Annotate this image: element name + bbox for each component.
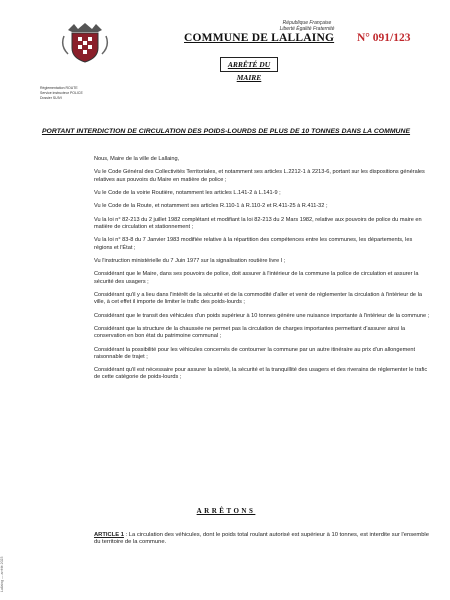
body-paragraph: Nous, Maire de la ville de Lallaing, bbox=[94, 156, 180, 162]
reference-line: Dossier SUIVI bbox=[40, 96, 62, 100]
article-1 bbox=[94, 532, 430, 547]
body-paragraph: Vu le Code de la voirie Routière, notamment les articles L.141-2 à L.141-9 ; bbox=[94, 189, 281, 196]
body-paragraph: Considérant que le transit des véhicules d'un poids supérieur à 10 tonnes génère une nuisance importante à l'intérieur de la commune ; bbox=[94, 312, 430, 319]
commune-crest-logo bbox=[60, 20, 110, 64]
body-paragraph: Considérant qu'il est nécessaire pour assurer la sûreté, la sécurité et la tranquillité des usagers et des riverains de réglementer le trafic de cette catégorie de poids-lourds ; bbox=[94, 367, 428, 381]
article-label: ARTICLE 1 bbox=[94, 532, 124, 538]
arretons-heading: ARRÊTONS bbox=[196, 507, 256, 515]
body-paragraph: Vu le Code de la Route, et notamment ses articles R.110-1 à R.110-2 et R.411-25 à R.411-32 ; bbox=[94, 203, 328, 210]
margin-side-text: Lallaing — arrêté 2023 bbox=[0, 556, 4, 592]
commune-title: COMMUNE DE LALLAING bbox=[184, 32, 335, 44]
republic-header bbox=[262, 20, 352, 32]
arrete-number: N° 091/123 bbox=[357, 32, 411, 44]
body-paragraph: Considérant la possibilité pour les véhicules concernés de contourner la commune par un autre itinéraire au prix d'un allongement raisonnable de trajet ; bbox=[94, 346, 416, 360]
body-paragraph: Vu la loi n° 82-213 du 2 juillet 1982 complétant et modifiant la loi 82-213 du 2 Mars 1982, relative aux pouvoirs de police du maire en matière de circulation et stationnement ; bbox=[94, 216, 422, 230]
body-paragraph: Vu l'instruction ministérielle du 7 Juin 1977 sur la signalisation routière livre I ; bbox=[94, 257, 286, 264]
reference-block bbox=[40, 86, 83, 101]
document-body bbox=[94, 156, 430, 388]
republic-line: Liberté Égalité Fraternité bbox=[279, 26, 335, 32]
reference-line: Service instructeur POLICE bbox=[40, 91, 83, 95]
article-text: : La circulation des véhicules, dont le poids total roulant autorisé est supérieur à 10 tonnes, est interdite sur l'ensemble du territoire de la commune. bbox=[94, 532, 429, 546]
body-paragraph: Vu le Code Général des Collectivités Territoriales, et notamment ses articles L.2212-1 à 2213-6, portant sur les dispositions générales relatives aux pouvoirs du Maire en matière de police ; bbox=[94, 169, 425, 183]
body-paragraph: Considérant que la structure de la chaussée ne permet pas la circulation de charges importantes permettant d'assurer ainsi la conservation en bon état du patrimoine communal ; bbox=[94, 325, 406, 340]
body-paragraph: Considérant que le Maire, dans ses pouvoirs de police, doit assurer à l'intérieur de la commune la police de circulation et assurer la sécurité des usagers ; bbox=[94, 271, 419, 285]
arrete-label: ARRÊTÉ DU MAIRE bbox=[220, 57, 278, 72]
republic-line: République Française bbox=[282, 20, 332, 26]
body-paragraph: Considérant qu'il y a lieu dans l'intérêt de la sécurité et de la commodité d'aller et venir de réglementer la circulation à l'intérieur de la ville, à cet effet il importe de limiter le trafic des poids-lourds ; bbox=[94, 291, 422, 306]
reference-line: Réglementation ROUTE bbox=[40, 86, 78, 90]
body-paragraph: Vu la loi n° 83-8 du 7 Janvier 1983 modifiée relative à la répartition des compétences entre les communes, les départements, les régions et l'État ; bbox=[94, 237, 413, 251]
document-subject: PORTANT INTERDICTION DE CIRCULATION DES POIDS-LOURDS DE PLUS DE 10 TONNES DANS LA COMMUNE bbox=[41, 128, 411, 135]
